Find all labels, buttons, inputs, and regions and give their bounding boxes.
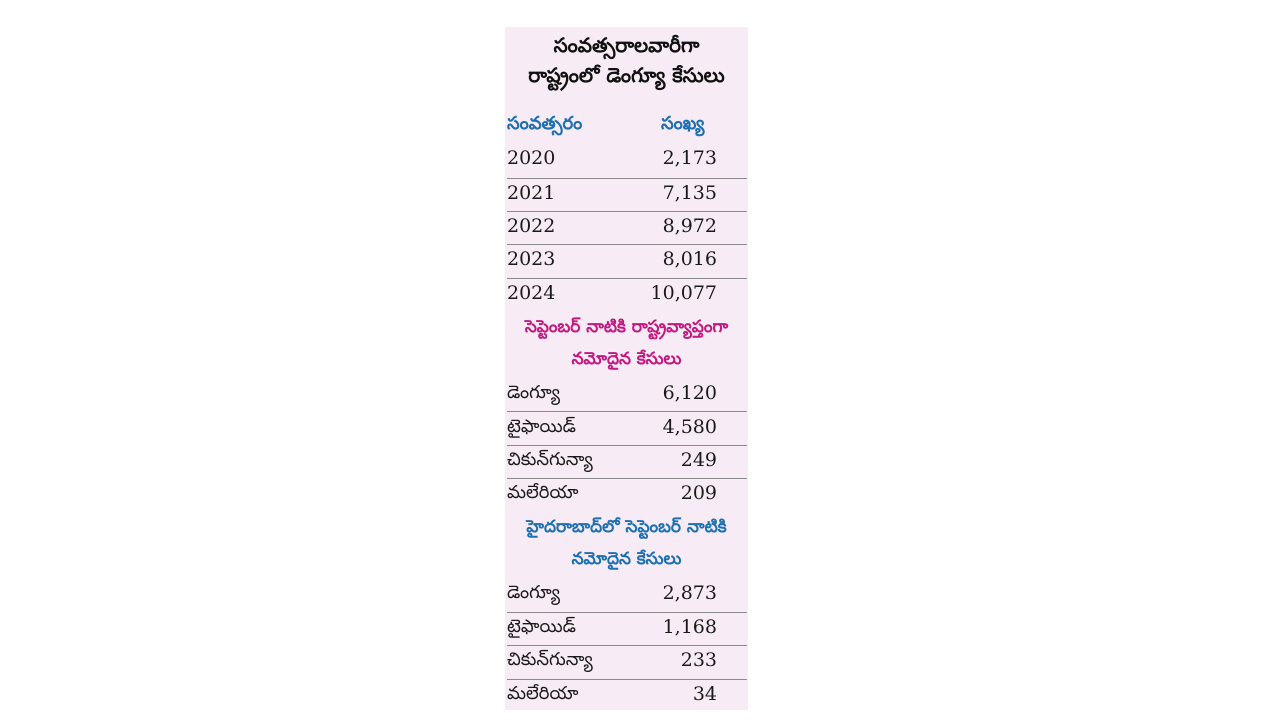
year-cell: 2021 (507, 182, 556, 204)
disease-cell: చికున్‌గున్యా (507, 449, 593, 470)
count-cell: 233 (680, 649, 717, 671)
disease-cell: మలేరియా (507, 482, 579, 503)
table-row (507, 644, 747, 676)
column-header-count: సంఖ్య (661, 113, 705, 134)
year-cell: 2022 (507, 215, 556, 237)
table-row (507, 611, 747, 643)
table-row (507, 577, 747, 609)
count-cell: 6,120 (662, 382, 717, 404)
column-header-year: సంవత్సరం (507, 113, 583, 134)
infographic-title-line2: రాష్ట్రంలో డెంగ్యూ కేసులు (528, 63, 725, 87)
disease-cell: మలేరియా (507, 683, 579, 704)
disease-cell: చికున్‌గున్యా (507, 649, 593, 670)
count-cell: 2,873 (662, 582, 717, 604)
table-row (507, 411, 747, 443)
table-row (507, 678, 747, 710)
hyderabad-section-title-line1: హైదరాబాద్‌లో సెప్టెంబర్ నాటికి (526, 517, 727, 537)
hyderabad-section-title-line2: నమోదైన కేసులు (571, 549, 682, 569)
dengue-cases-infographic (505, 27, 748, 710)
state-section-title-line1: సెప్టెంబర్ నాటికి రాష్ట్రవ్యాప్తంగా (524, 317, 729, 337)
table-row (507, 277, 747, 309)
year-cell: 2020 (507, 147, 556, 169)
count-cell: 8,016 (662, 248, 717, 270)
count-cell: 4,580 (662, 416, 717, 438)
disease-cell: టైఫాయిడ్ (507, 416, 576, 437)
disease-cell: టైఫాయిడ్ (507, 616, 576, 637)
count-cell: 1,168 (662, 616, 717, 638)
state-section-title-line2: నమోదైన కేసులు (571, 349, 682, 369)
table-row (507, 444, 747, 476)
table-row (507, 243, 747, 275)
count-cell: 209 (680, 482, 717, 504)
table-row (507, 210, 747, 242)
table-row (507, 142, 747, 174)
disease-cell: డెంగ్యూ (507, 382, 560, 403)
count-cell: 8,972 (662, 215, 717, 237)
count-cell: 2,173 (662, 147, 717, 169)
table-row (507, 477, 747, 509)
year-cell: 2024 (507, 282, 556, 304)
disease-cell: డెంగ్యూ (507, 582, 560, 603)
count-cell: 34 (692, 683, 717, 705)
count-cell: 249 (680, 449, 717, 471)
count-cell: 7,135 (662, 182, 717, 204)
table-row (507, 377, 747, 409)
infographic-title-line1: సంవత్సరాలవారీగా (553, 33, 700, 57)
year-cell: 2023 (507, 248, 556, 270)
count-cell: 10,077 (650, 282, 717, 304)
table-row (507, 177, 747, 209)
